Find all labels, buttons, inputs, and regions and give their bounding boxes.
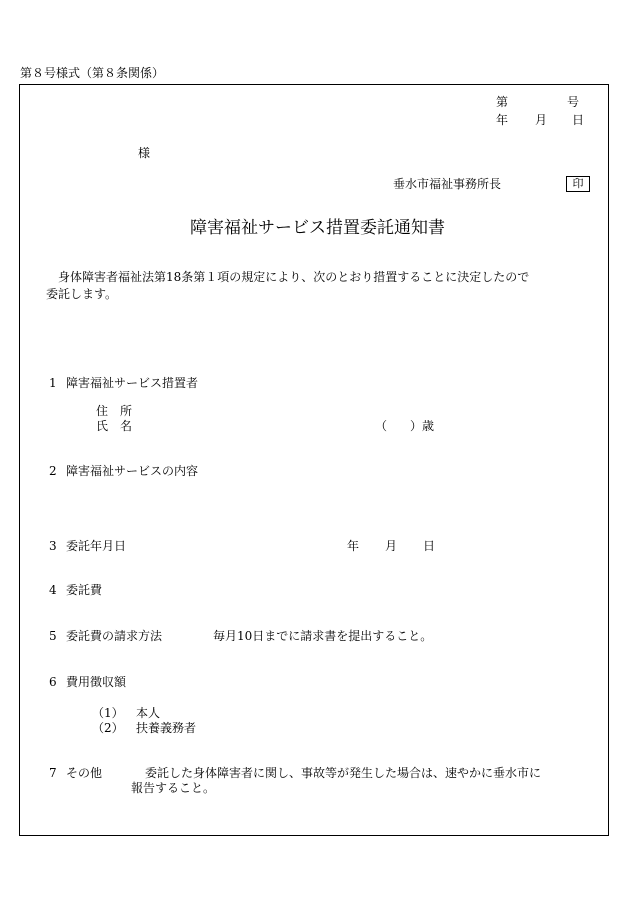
intro-line-2: 委託します。 bbox=[46, 287, 118, 301]
issuer: 垂水市福祉事務所長 bbox=[393, 177, 502, 191]
number-prefix: 第 bbox=[496, 95, 509, 109]
section-6-item-2-label: 扶養義務者 bbox=[136, 721, 197, 735]
intro-line-1: 身体障害者福祉法第18条第１項の規定により、次のとおり措置することに決定したので bbox=[58, 270, 530, 284]
number-suffix: 号 bbox=[567, 95, 580, 109]
section-3-number: 3 bbox=[49, 539, 57, 553]
section-5-label: 委託費の請求方法 bbox=[66, 629, 163, 643]
section-5-value: 毎月10日までに請求書を提出すること。 bbox=[213, 629, 433, 643]
section-4-number: 4 bbox=[49, 583, 57, 597]
document-title: 障害福祉サービス措置委託通知書 bbox=[190, 218, 445, 238]
section-2-number: 2 bbox=[49, 464, 57, 478]
section-5-number: 5 bbox=[49, 629, 57, 643]
section-7-value-line-1: 委託した身体障害者に関し、事故等が発生した場合は、速やかに垂水市に bbox=[145, 766, 542, 780]
name-label: 氏 名 bbox=[96, 419, 133, 433]
address-label: 住 所 bbox=[96, 404, 133, 418]
date-month: 月 bbox=[535, 113, 548, 127]
section-2-label: 障害福祉サービスの内容 bbox=[66, 464, 199, 478]
section-6-item-1-label: 本人 bbox=[136, 706, 161, 720]
section-6-item-2-number: （2） bbox=[92, 721, 124, 735]
section-3-year: 年 bbox=[347, 539, 360, 553]
date-day: 日 bbox=[572, 113, 585, 127]
age-suffix: ）歳 bbox=[410, 419, 435, 433]
section-7-label: その他 bbox=[66, 766, 103, 780]
section-3-day: 日 bbox=[423, 539, 436, 553]
section-3-month: 月 bbox=[385, 539, 398, 553]
section-7-value-line-2: 報告すること。 bbox=[131, 781, 216, 795]
form-label: 第８号様式（第８条関係） bbox=[20, 66, 165, 80]
section-4-label: 委託費 bbox=[66, 583, 103, 597]
section-1-label: 障害福祉サービス措置者 bbox=[66, 376, 199, 390]
section-6-label: 費用徴収額 bbox=[66, 675, 127, 689]
addressee-suffix: 様 bbox=[138, 146, 151, 160]
age-open-paren: （ bbox=[375, 419, 388, 433]
section-6-item-1-number: （1） bbox=[92, 706, 124, 720]
seal-box: 印 bbox=[566, 176, 590, 192]
section-7-number: 7 bbox=[49, 766, 57, 780]
section-1-number: 1 bbox=[49, 376, 57, 390]
date-year: 年 bbox=[496, 113, 509, 127]
section-3-label: 委託年月日 bbox=[66, 539, 127, 553]
section-6-number: 6 bbox=[49, 675, 57, 689]
